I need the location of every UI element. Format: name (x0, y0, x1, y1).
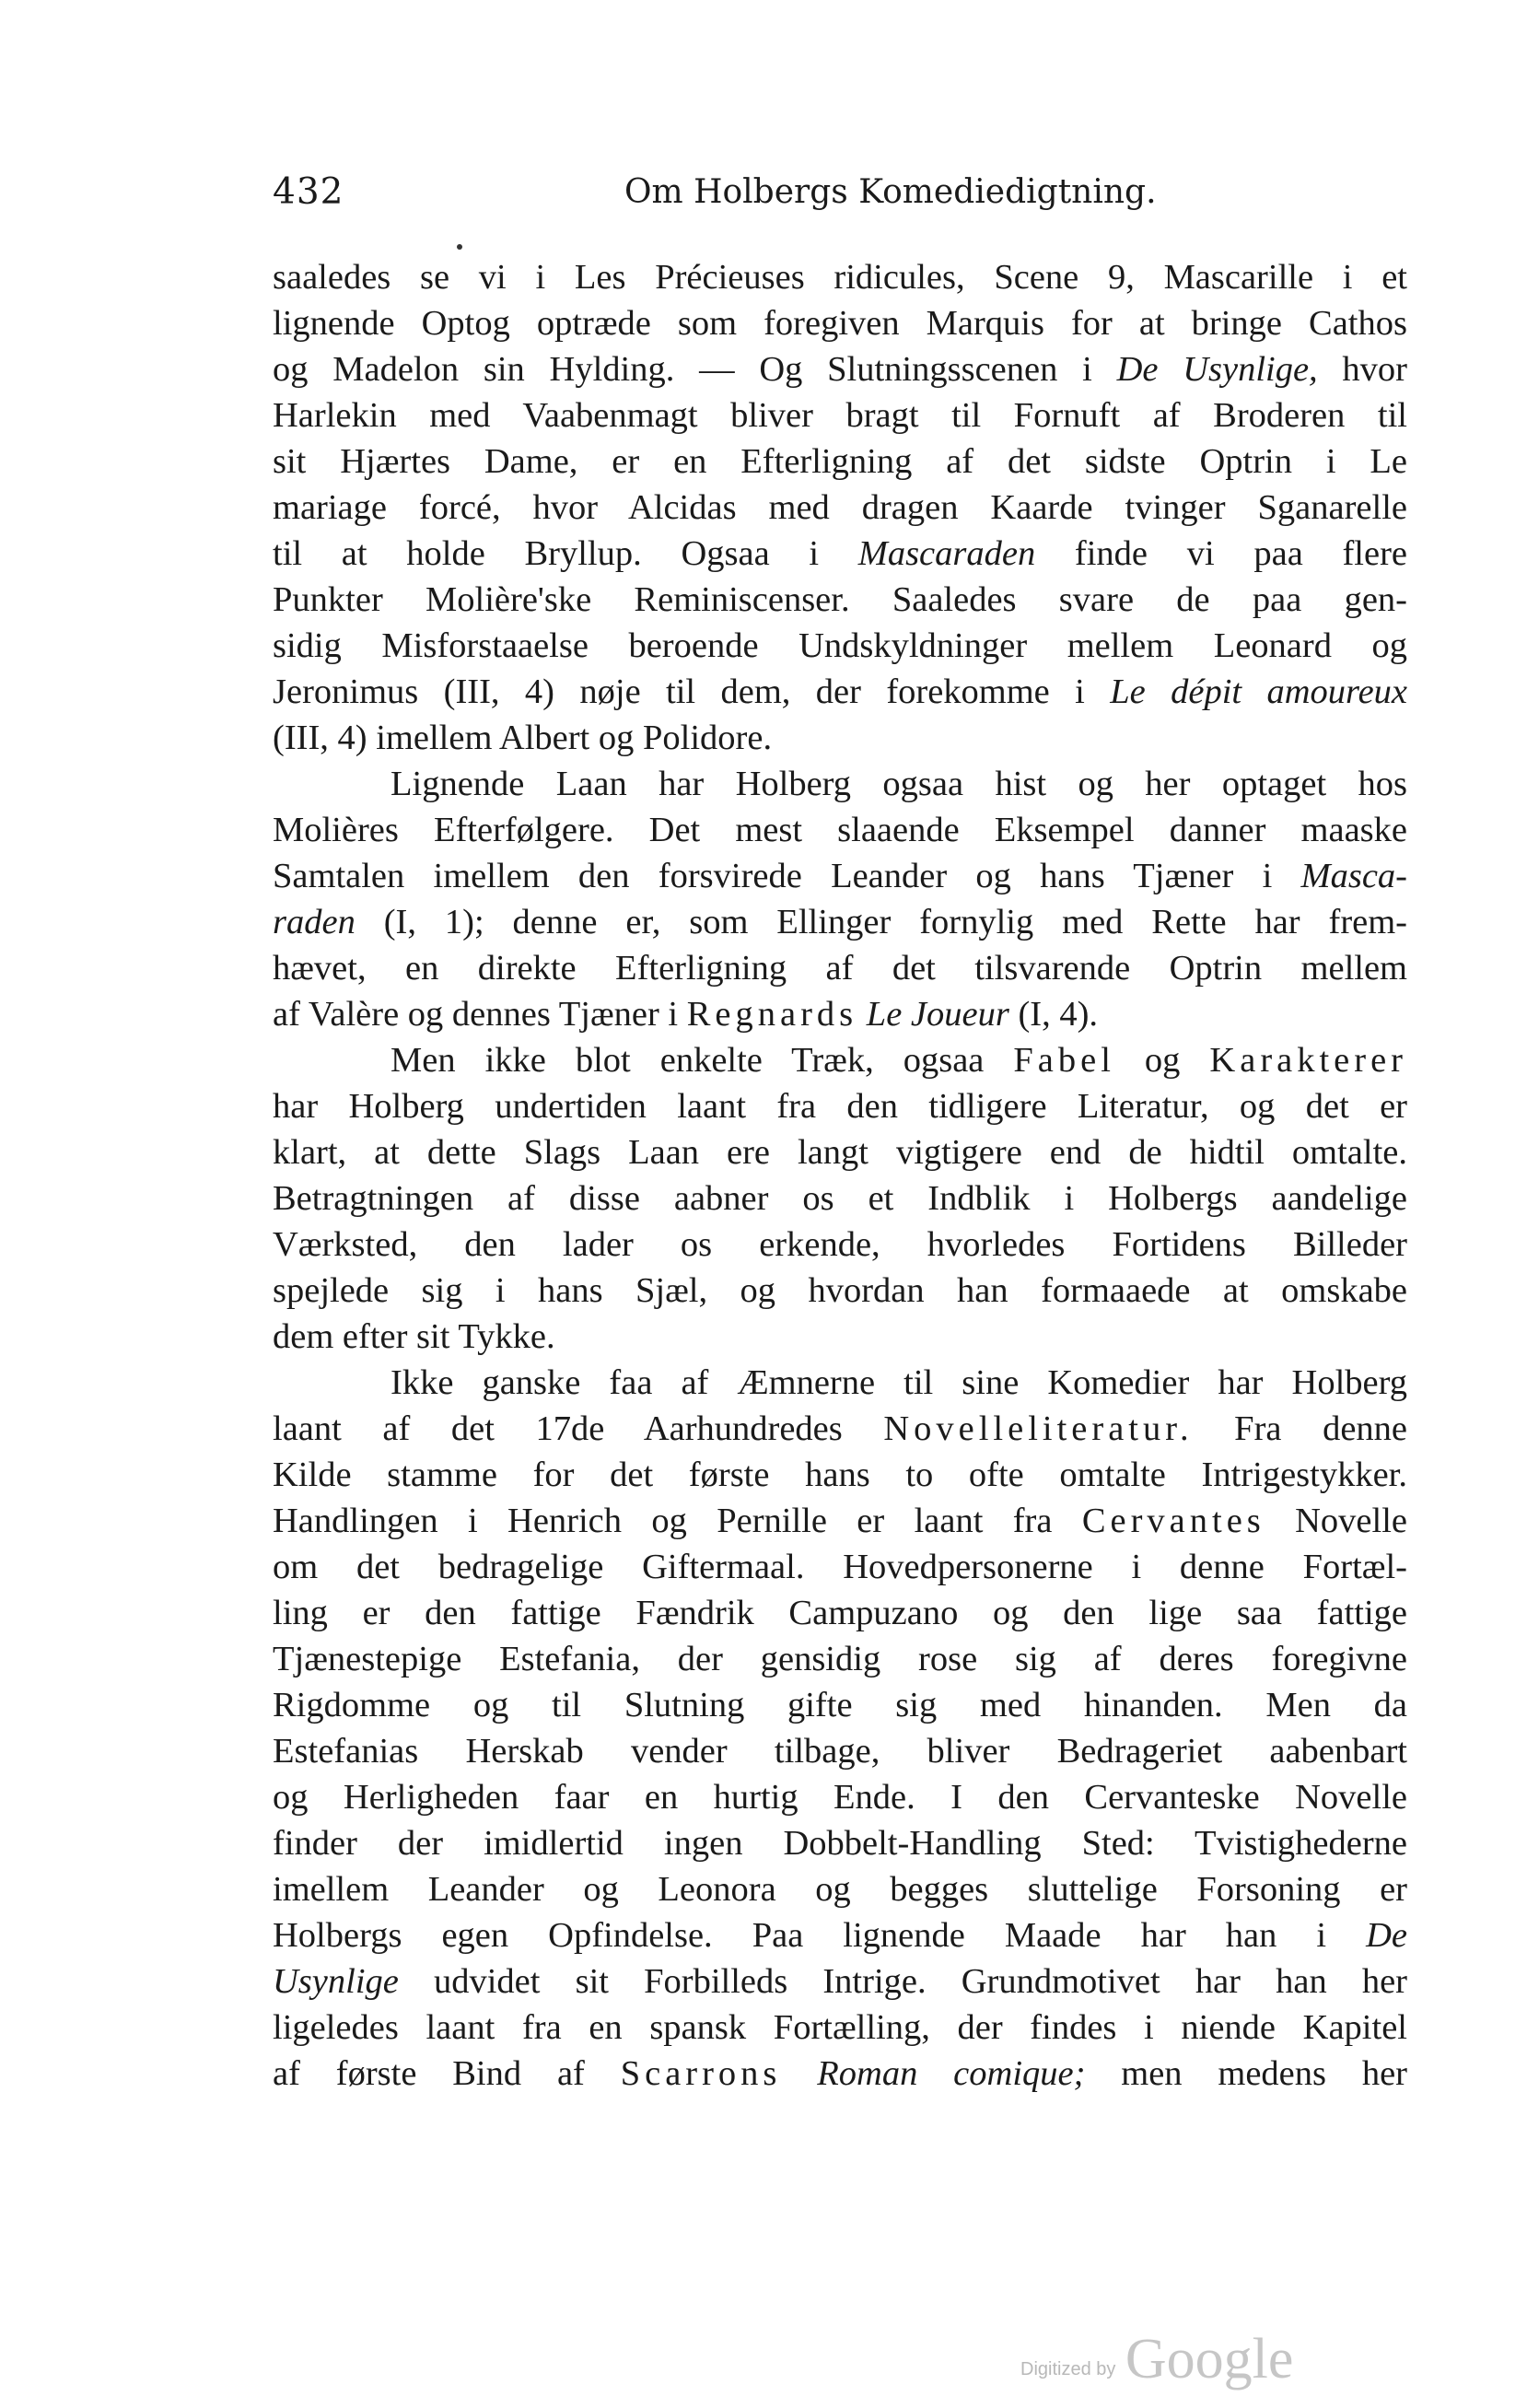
text-line (273, 1682, 1407, 1728)
spaced-emphasis: Novelleliteratur. (883, 1409, 1194, 1448)
text-line (273, 991, 1407, 1037)
text-line (273, 1636, 1407, 1682)
text-run: Holbergs egen Opfindelse. Paa lignende Maade har han i (273, 1916, 1367, 1955)
text-run: sit Hjærtes Dame, er en Efterligning af det sidste Optrin i Le (273, 442, 1407, 481)
text-run: af Valère og dennes Tjæner i (273, 995, 687, 1034)
text-run: til at holde Bryllup. Ogsaa i (273, 534, 858, 573)
italic-title: Le Joueur (866, 995, 1009, 1034)
text-run: (I, 1); denne er, som Ellinger fornylig med Rette har frem- (355, 903, 1407, 941)
text-run: Lignende Laan har Holberg ogsaa hist og her optaget hos (390, 765, 1407, 803)
text-run: Fra denne (1193, 1409, 1407, 1448)
text-line (273, 1912, 1407, 1958)
text-line (273, 1222, 1407, 1268)
text-run: Rigdomme og til Slutning gifte sig med hinanden. Men da (273, 1686, 1407, 1724)
text-line (273, 1037, 1407, 1083)
italic-title: Mascaraden (857, 534, 1036, 573)
text-run: og Herligheden faar en hurtig Ende. I den Cervanteske Novelle (273, 1778, 1407, 1817)
text-line (273, 1360, 1407, 1406)
text-run: af første Bind af (273, 2054, 621, 2093)
text-line (273, 669, 1407, 715)
text-line (273, 1728, 1407, 1774)
text-line (273, 1083, 1407, 1129)
text-line (273, 1774, 1407, 1820)
running-title: Om Holbergs Komediedigtning. (624, 173, 1157, 211)
text-line (273, 531, 1407, 577)
watermark-prefix: Digitized by (1020, 2359, 1116, 2379)
text-line (273, 1452, 1407, 1498)
text-line (273, 1958, 1407, 2005)
text-run: ling er den fattige Fændrik Campuzano og den lige saa fattige (273, 1594, 1407, 1632)
text-run: dem efter sit Tykke. (273, 1317, 555, 1356)
text-line (273, 1866, 1407, 1912)
text-line (273, 1820, 1407, 1866)
text-line (273, 1590, 1407, 1636)
text-run (857, 995, 867, 1034)
text-line (273, 392, 1407, 438)
spaced-emphasis: Regnards (686, 995, 858, 1034)
spaced-emphasis: Cervantes (1081, 1502, 1265, 1540)
text-run: Men ikke blot enkelte Træk, ogsaa (390, 1041, 1014, 1080)
text-run: finde vi paa flere (1035, 534, 1407, 573)
text-line (273, 899, 1407, 945)
text-line (273, 1406, 1407, 1452)
text-run: Tjænestepige Estefania, der gensidig rose sig af deres foregivne (273, 1640, 1407, 1678)
text-line (273, 346, 1407, 392)
text-run: Ikke ganske faa af Æmnerne til sine Komedier har Holberg (390, 1363, 1407, 1402)
text-line (273, 807, 1407, 853)
text-run (781, 2054, 817, 2093)
text-run: Betragtningen af disse aabner os et Indblik i Holbergs aandelige (273, 1179, 1407, 1218)
text-line (273, 715, 1407, 761)
text-line (273, 577, 1407, 623)
text-run: Jeronimus (III, 4) nøje til dem, der forekomme i (273, 672, 1111, 711)
text-run: Værksted, den lader os erkende, hvorledes Fortidens Billeder (273, 1225, 1407, 1264)
italic-title: De (1366, 1916, 1407, 1955)
text-run: lignende Optog optræde som foregiven Marquis for at bringe Cathos (273, 304, 1407, 343)
text-run: Kilde stamme for det første hans to ofte omtalte Intrigestykker. (273, 1455, 1407, 1494)
watermark-brand: Google (1125, 2328, 1294, 2390)
text-run: Estefanias Herskab vender tilbage, bliver Bedrageriet aabenbart (273, 1732, 1407, 1771)
text-run: imellem Leander og Leonora og begges sluttelige Forsoning er (273, 1870, 1407, 1909)
italic-title: Masca- (1300, 857, 1407, 895)
ink-speck (457, 244, 462, 250)
digitized-watermark (1020, 2327, 1294, 2390)
text-run: hvor (1317, 350, 1408, 389)
text-line (273, 1268, 1407, 1314)
text-run: laant af det 17de Aarhundredes (273, 1409, 884, 1448)
italic-title: Roman comique; (817, 2054, 1086, 2093)
text-line (273, 1129, 1407, 1175)
page-header (273, 171, 1332, 219)
text-run: (I, 4). (1008, 995, 1099, 1034)
text-run: finder der imidlertid ingen Dobbelt-Handling Sted: Tvistighederne (273, 1824, 1407, 1863)
text-run: Molières Efterfølgere. Det mest slaaende Eksempel danner maaske (273, 811, 1407, 849)
text-run: udvidet sit Forbilleds Intrige. Grundmotivet har han her (398, 1962, 1407, 2001)
text-run: spejlede sig i hans Sjæl, og hvordan han formaaede at omskabe (273, 1271, 1407, 1310)
italic-title: De Usynlige, (1116, 350, 1318, 389)
text-line (273, 300, 1407, 346)
text-run: og (1114, 1041, 1210, 1080)
text-run: og Madelon sin Hylding. — Og Slutningsscenen i (273, 350, 1117, 389)
text-line (273, 623, 1407, 669)
page-number: 432 (273, 171, 344, 213)
text-run: Handlingen i Henrich og Pernille er laant fra (273, 1502, 1082, 1540)
text-line (273, 1314, 1407, 1360)
text-run: saaledes se vi i Les Précieuses ridicules, Scene 9, Mascarille i et (273, 258, 1407, 297)
text-run: mariage forcé, hvor Alcidas med dragen Kaarde tvinger Sganarelle (273, 488, 1407, 527)
text-line (273, 761, 1407, 807)
text-line (273, 2051, 1407, 2097)
text-run: har Holberg undertiden laant fra den tidligere Literatur, og det er (273, 1087, 1407, 1126)
italic-title: Le dépit amoureux (1110, 672, 1407, 711)
text-line (273, 853, 1407, 899)
spaced-emphasis: Karakterer (1209, 1041, 1407, 1080)
italic-title: Usynlige (273, 1962, 399, 2001)
text-line (273, 1175, 1407, 1222)
text-run: hævet, en direkte Efterligning af det tilsvarende Optrin mellem (273, 949, 1407, 988)
text-line (273, 485, 1407, 531)
text-run: Samtalen imellem den forsvirede Leander og hans Tjæner i (273, 857, 1301, 895)
text-run: Novelle (1265, 1502, 1408, 1540)
text-line (273, 438, 1407, 485)
text-run: Punkter Molière'ske Reminiscenser. Saaledes svare de paa gen- (273, 580, 1407, 619)
text-line (273, 945, 1407, 991)
spaced-emphasis: Scarrons (620, 2054, 782, 2093)
text-run: men medens her (1085, 2054, 1407, 2093)
text-line (273, 1544, 1407, 1590)
text-run: klart, at dette Slags Laan ere langt vigtigere end de hidtil omtalte. (273, 1133, 1407, 1172)
text-line (273, 254, 1407, 300)
text-run: ligeledes laant fra en spansk Fortælling, der findes i niende Kapitel (273, 2008, 1407, 2047)
body-text (273, 254, 1407, 2097)
italic-title: raden (273, 903, 356, 941)
text-run: (III, 4) imellem Albert og Polidore. (273, 719, 773, 757)
text-line (273, 1498, 1407, 1544)
spaced-emphasis: Fabel (1013, 1041, 1115, 1080)
text-line (273, 2005, 1407, 2051)
text-run: Harlekin med Vaabenmagt bliver bragt til Fornuft af Broderen til (273, 396, 1407, 435)
text-run: om det bedragelige Giftermaal. Hovedpersonerne i denne Fortæl- (273, 1548, 1407, 1586)
text-run: sidig Misforstaaelse beroende Undskyldninger mellem Leonard og (273, 626, 1407, 665)
